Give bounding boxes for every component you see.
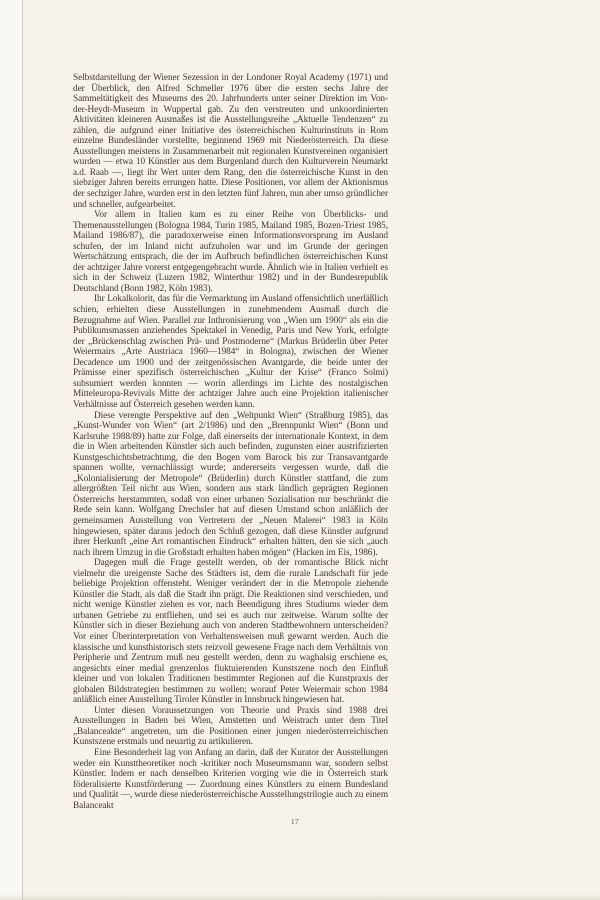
paragraph-7: Eine Besonderheit lag von Anfang an darin, daß der Kurator der Ausstellungen weder ein Kunsttheoretiker noch -kritiker noch Museumsmann war, sondern selbst Künstler. Indem er nach denselben Kriterien vorging wie die in Österreich stark föderalisierte Kunstförderung — Zuordnung eines Künstlers zu einem Bundesland und Qualität —, wurde diese niederösterreichische Ausstellungstrilogie auch zu einem Balanceakt <box>73 748 388 811</box>
page-bottom-shadow <box>0 894 600 900</box>
page-number: 17 <box>290 817 300 826</box>
text-block <box>73 73 388 811</box>
paragraph-5: Dagegen muß die Frage gestellt werden, ob der romantische Blick nicht vielmehr die ureigenste Sache des Städters ist, dem die rurale Landschaft für jede beliebige Projektion offensteht. Weniger verändert der in die Metropole ziehende Künstler die Stadt, als daß die Stadt ihn prägt. Die Reaktionen sind verschieden, und nicht wenige Künstler ziehen es vor, nach Beendigung ihres Studiums wieder dem urbanen Getriebe zu entfliehen, und sei es auch nur zeitweise. Warum sollte der Künstler sich in dieser Beziehung auch von anderen Stadtbewohnern unterscheiden? Vor einer Überinterpretation von Verhaltensweisen muß gewarnt werden. Auch die klassische und kunsthistorisch stets reizvoll gewesene Frage nach dem Verhältnis von Peripherie und Zentrum muß neu gestellt werden, denn zu waghalsig erschiene es, angesichts einer medial grenzenlos fluktuierenden Kunstszene noch den Einfluß kleiner und von lokalen Traditionen bestimmter Regionen auf die Kunstpraxis der globalen Bildstrategien bestimmen zu wollen; worauf Peter Weiermair schon 1984 anläßlich einer Ausstellung Tiroler Künstler in Innsbruck hingewiesen hat. <box>73 558 388 706</box>
paragraph-2: Vor allem in Italien kam es zu einer Reihe von Überblicks- und Themenausstellungen (Bologna 1984, Turin 1985, Mailand 1985, Bozen-Triest 1985, Mailand 1986/87), die paradoxerweise einen Informationsvorsprung im Ausland schufen, der im Inland nicht aufzuholen war und im Grunde der geringen Wertschätzung entsprach, die der im Aufbruch befindlichen österreichischen Kunst der achtziger Jahre vorerst entgegengebracht wurde. Ähnlich wie in Italien verhielt es sich in der Schweiz (Luzern 1982, Winterthur 1982) und in der Bundesrepublik Deutschland (Bonn 1982, Köln 1983). <box>73 210 388 294</box>
paragraph-3: Ihr Lokalkolorit, das für die Vermarktung im Ausland offensichtlich unerläßlich schien, erhielten diese Ausstellungen in zunehmendem Ausmaß durch die Bezugnahme auf Wien. Parallel zur Inthronisierung von „Wien um 1900“ als ein die Publikumsmassen anziehendes Spektakel in Venedig, Paris und New York, erfolgte der „Brückenschlag zwischen Prä- und Postmoderne“ (Markus Brüderlin über Peter Weiermairs „Arte Austriaca 1960—1984“ in Bologna), zwischen der Wiener Decadence um 1900 und der zeitgenössischen Avantgarde, die beide unter der Prämisse einer spezifisch österreichischen „Kultur der Krise“ (Franco Solmi) subsumiert werden konnten — worin allerdings im Lichte des nostalgischen Mitteleuropa-Revivals Mitte der achtziger Jahre auch eine Projektion italienischer Verhältnisse auf Österreich gesehen werden kann. <box>73 294 388 410</box>
paragraph-1: Selbstdarstellung der Wiener Sezession in der Londoner Royal Academy (1971) und der Überblick, den Alfred Schmeller 1976 über die ersten sechs Jahre der Sammeltätigkeit des Museums des 20. Jahrhunderts unter seiner Direktion im Von-der-Heydt-Museum in Wuppertal gab. Zu den verstreuten und unkoordinierten Aktivitäten kleineren Ausmaßes ist die Ausstellungsreihe „Aktuelle Tendenzen“ zu zählen, die aufgrund einer Initiative des österreichischen Kulturinstituts in Rom einzelne Bundesländer vorstellte, beginnend 1969 mit Niederösterreich. Da diese Ausstellungen meistens in Zusammenarbeit mit regionalen Kunstvereinen organisiert wurden — etwa 10 Künstler aus dem Burgenland durch den Kulturverein Neumarkt a.d. Raab —, liegt ihr Wert unter dem Rang, den die österreichische Kunst in den siebziger Jahren bereits errungen hatte. Diese Positionen, vor allem der Aktionismus der sechziger Jahre, wurden erst in den letzten fünf Jahren, nun aber umso gründlicher und schneller, aufgearbeitet. <box>73 73 388 210</box>
page-left-edge <box>0 0 23 900</box>
paragraph-4: Diese verengte Perspektive auf den „Weltpunkt Wien“ (Straßburg 1985), das „Kunst-Wunder von Wien“ (art 2/1986) und den „Brennpunkt Wien“ (Bonn und Karlsruhe 1988/89) hatte zur Folge, daß einerseits der internationale Kontext, in dem die in Wien arbeitenden Künstler sich auch befinden, zugunsten einer austrifizierten Kunstgeschichtsbetrachtung, die den Bogen vom Barock bis zur Transavantgarde spannen wollte, vernachlässigt wurde; andererseits vergessen wurde, daß die „Kolonialisierung der Metropole“ (Brüderlin) durch Künstler stattfand, die zum allergrößten Teil nicht aus Wien, sondern aus stark ländlich geprägten Regionen Österreichs herstammten, sodaß von einer urbanen Sozialisation nur beschränkt die Rede sein kann. Wolfgang Drechsler hat auf diesen Umstand schon anläßlich der gemeinsamen Ausstellung von Vertretern der „Neuen Malerei“ 1983 in Köln hingewiesen, später daraus jedoch den Schluß gezogen, daß diese Künstler aufgrund ihrer Herkunft „eine Art romantischen Eindruck“ erhalten hätten, den sie sich „auch nach ihrem Umzug in die Großstadt erhalten haben mögen“ (Hacken im Eis, 1986). <box>73 410 388 558</box>
paragraph-6: Unter diesen Voraussetzungen von Theorie und Praxis sind 1988 drei Ausstellungen in Baden bei Wien, Amstetten und Weistrach unter dem Titel „Balanceakte“ angetreten, um die Positionen einer jungen niederösterreichischen Kunstszene erstmals und neuartig zu artikulieren. <box>73 705 388 748</box>
